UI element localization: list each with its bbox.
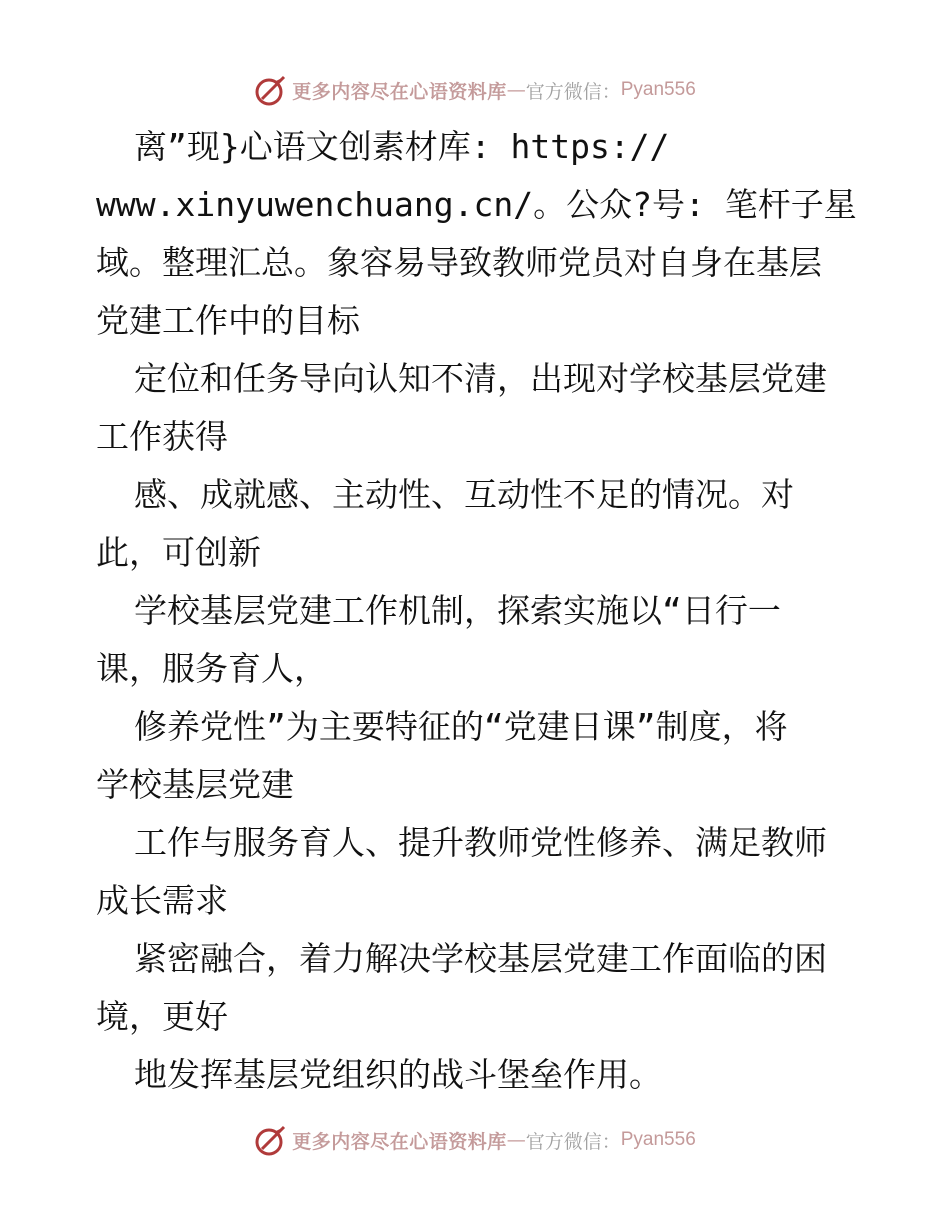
- watermark-site-text: 更多内容尽在心语资料库: [292, 1130, 507, 1153]
- body-line: 地发挥基层党组织的战斗堡垒作用。: [134, 1055, 662, 1094]
- quill-logo-icon: [254, 73, 288, 107]
- body-line: 紧密融合，着力解决学校基层党建工作面临的困: [134, 939, 827, 978]
- body-line: www.xinyuwenchuang.cn/。公众?号: 笔杆子星: [96, 185, 857, 224]
- footer-watermark: [0, 1120, 950, 1160]
- watermark-site-text: 更多内容尽在心语资料库: [292, 80, 507, 103]
- body-line: 修养党性”为主要特征的“党建日课”制度，将: [134, 707, 788, 746]
- body-line: 党建工作中的目标: [96, 301, 360, 340]
- header-watermark: [0, 70, 950, 110]
- body-line: 域。整理汇总。象容易导致教师党员对自身在基层: [96, 243, 822, 282]
- body-line: 定位和任务导向认知不清，出现对学校基层党建: [134, 359, 827, 398]
- watermark-official-label: 官方微信：: [525, 1130, 621, 1153]
- document-body: [96, 118, 856, 1104]
- watermark-official-label: 官方微信：: [525, 80, 621, 103]
- watermark-separator: —: [506, 79, 526, 101]
- body-line: 离”现}心语文创素材库: https://: [134, 127, 670, 166]
- watermark-wechat-id: Pyan556: [620, 79, 696, 100]
- watermark-separator: —: [506, 1129, 526, 1151]
- body-line: 境，更好: [96, 997, 228, 1036]
- body-line: 工作与服务育人、提升教师党性修养、满足教师: [134, 823, 827, 862]
- body-line: 此，可创新: [96, 533, 261, 572]
- body-line: 工作获得: [96, 417, 228, 456]
- watermark-wechat-id: Pyan556: [620, 1129, 696, 1150]
- quill-logo-icon: [254, 1123, 288, 1157]
- body-line: 成长需求: [96, 881, 228, 920]
- body-line: 课，服务育人，: [96, 649, 327, 688]
- body-line: 感、成就感、主动性、互动性不足的情况。对: [134, 475, 794, 514]
- body-line: 学校基层党建: [96, 765, 294, 804]
- body-line: 学校基层党建工作机制，探索实施以“日行一: [134, 591, 781, 630]
